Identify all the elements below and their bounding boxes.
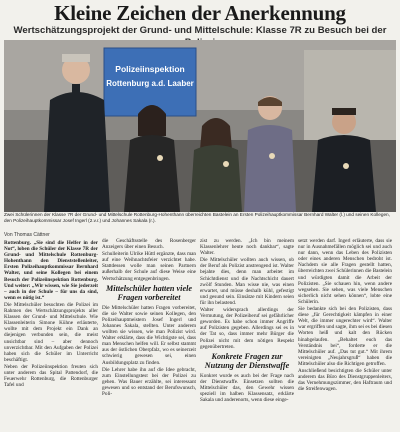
article-column-2: [102, 238, 196, 430]
paragraph: Sie bedankte sich bei den Polizisten, dass diese „für Gerechtigkeit kämpfen in einer Welt, die immer ungerechter wird“. Walter war ergriffen und sagte, ihm sei es bei diesen Worten heiß und kalt den Rücken hinabgelaufen. „Behaltet euch das Verständnis bei“, forderte er die Mittelschüler auf. „Das tut gut.“ Mit ihrem vereinigten „Neujahrsgruß“ haben die Mittelschüler also die Richtigen getroffen.: [298, 306, 392, 367]
paragraph: Schulleiterin Ulrike Hüttl ergänzte, dass man auf eine Weihnachtsfeier verzichtet habe. Stattdessen wolle man seinen Partnern außerhalb der Schule auf diese Weise eine Wertschätzung entgegenbringen.: [102, 251, 196, 282]
paragraph: Die Mittelschüler wollten auch wissen, ob der Beruf als Polizist anstrengend ist. Walter bejahte dies, denn man arbeitet im Schichtdienst und die Nachtschicht dauert zwölf Stunden. Man wisse nie, was einen erwartet, und müsse deshalb kühl, gefestigt und gesund sein. Einsätze mit Kindern seien für ihn belastend.: [200, 257, 294, 306]
paragraph: Neben der Polizeiinspektion freuten sich unter anderem das Spital Pattendorf, die Feuerwehr Rottenburg, die Rottenburger Tafel und: [4, 363, 98, 389]
subheading: Mittelschüler hatten viele Fragen vorbereitet: [106, 283, 192, 302]
sign-line-2: Rottenburg a.d. Laaber: [106, 79, 194, 88]
article-column-1: [4, 240, 98, 432]
paragraph: Rottenburg. „Sie sind die Helfer in der Not“, loben die Schüler der Klasse 7R der Grund- und Mittelschule Rottenburg-Hohenthann den Dienststellenleiter, Ersten Polizeihauptkommissar Bernhard Walter, und seine Kollegen bei einem Besuch der Polizeiinspektion Rottenburg. Und weiter: „Wir wissen, wie Sie jederzeit – auch in der Schule – für uns da sind, wenn es nötig ist.“: [4, 240, 98, 301]
article-photo: [4, 40, 396, 212]
sign-line-1: Polizeiinspektion: [115, 64, 185, 74]
paragraph: setzt werden darf. Ingerl erläuterte, dass sie nur in Ausnahmefällen möglich sei und auch nur dann, wenn das Leben des Polizisten oder eines anderen Menschen bedroht ist. Nachdem sie alle Fragen gestellt hatten, überreichten zwei Schülerinnen die Bastelein und würdigten damit die Arbeit der Polizisten. „Sie schauen hin, wenn andere wegsehen. Sie sehen, was viele Menschen sicherlich nicht sehen können“, lobte eine Schülerin.: [298, 238, 392, 305]
paragraph: Die Mittelschüler besuchten die Polizei im Rahmen des Wertschätzungsprojekts aller Klassen der Grund- und Mittelschule. Wie Klassenleiterin Simone Kühne erläuterte, wollte mit dem Projekt ein Dank an diejenigen verbunden sein, die meist unsichtbar sind – aber dennoch unverzichtbar. Mit den Aufgaben der Polizei haben sich die Schüler im Unterricht beschäftigt.: [4, 301, 98, 363]
paragraph: die Geschäftsstelle des Rosenberger Anzeigers über einen Besuch.: [102, 238, 196, 251]
byline: Von Thomas Cättner: [4, 232, 50, 238]
paragraph: Anschließend besichtigten die Schüler unter anderem das Büro des Dienstgruppenleiters, das Vernehmungszimmer, den Haftraum und die Streifenwagen.: [298, 367, 392, 393]
photo-illustration: [4, 40, 396, 212]
subheadline: Wertschätzungsprojekt der Grund- und Mittelschule: Klasse 7R zu Besuch bei der: [13, 25, 387, 36]
paragraph: Die Mittelschüler hatten Fragen vorbereitet, die sie Walter sowie seinen Kollegen, den Polizeihauptmeistern Josef Ingerl und Johannes Sakala, stellten. Unter anderem wollten sie wissen, wie man Polizist wird. Walter erklärte, dass die Wichtigste sei, dass man Menschen helfen will. Er selbst stammt aus der östlichen Oberpfalz, wo es seinerzeit schwierig gewesen sei, einen Ausbildungsplatz zu finden.: [102, 304, 196, 366]
subheading: Konkrete Fragen zur Nutzung der Dienstwaffe: [204, 351, 290, 370]
article-column-4: [298, 238, 392, 430]
paragraph: zist zu werden. „Ich bin meinem Klassenlehrer heute noch dankbar“, sagte Walter.: [200, 238, 294, 257]
paragraph: Konkret wurde es auch bei der Frage nach der Dienstwaffe. Einsetzen sollten die Mittelschüler das, den Gewehr wissen speziell im halben Klassensatz, erklärte Sakala und anderenorts, wenn diese einge-: [200, 372, 294, 404]
photo-caption: Zwei Schülerinnen der Klasse 7R der Grund- und Mittelschule Rottenburg-Hohenthann überreichten Bastelein an Ersten Polizeihauptkommissar Bernhard Walter (l.) und seinen Kollegen, den Polizeihauptkommissar Josef Ingerl (2.v.r.) und Johannes Sakala (r.).: [4, 212, 390, 223]
headline: Kleine Zeichen der Anerkennung: [54, 1, 346, 25]
article-column-3: [200, 238, 294, 430]
paragraph: Die Lehrer habe ihn auf die Idee gebracht, zum Einstellungstest bei der Polizei zu gehen. Was Bauer erzählte, sei interessant gewesen und so entstand der Berufswunsch, Poli-: [102, 366, 196, 397]
paragraph: Walter widersprach allerdings der Vermutung, der Polizeiberuf sei gefährlicher geworden. Es habe schon immer Angriffe auf Polizisten gegeben. Allerdings sei es in der Tat so, dass immer mehr Bürger die Polizei nicht mit dem nötigen Respekt gegenübertreten.: [200, 307, 294, 350]
